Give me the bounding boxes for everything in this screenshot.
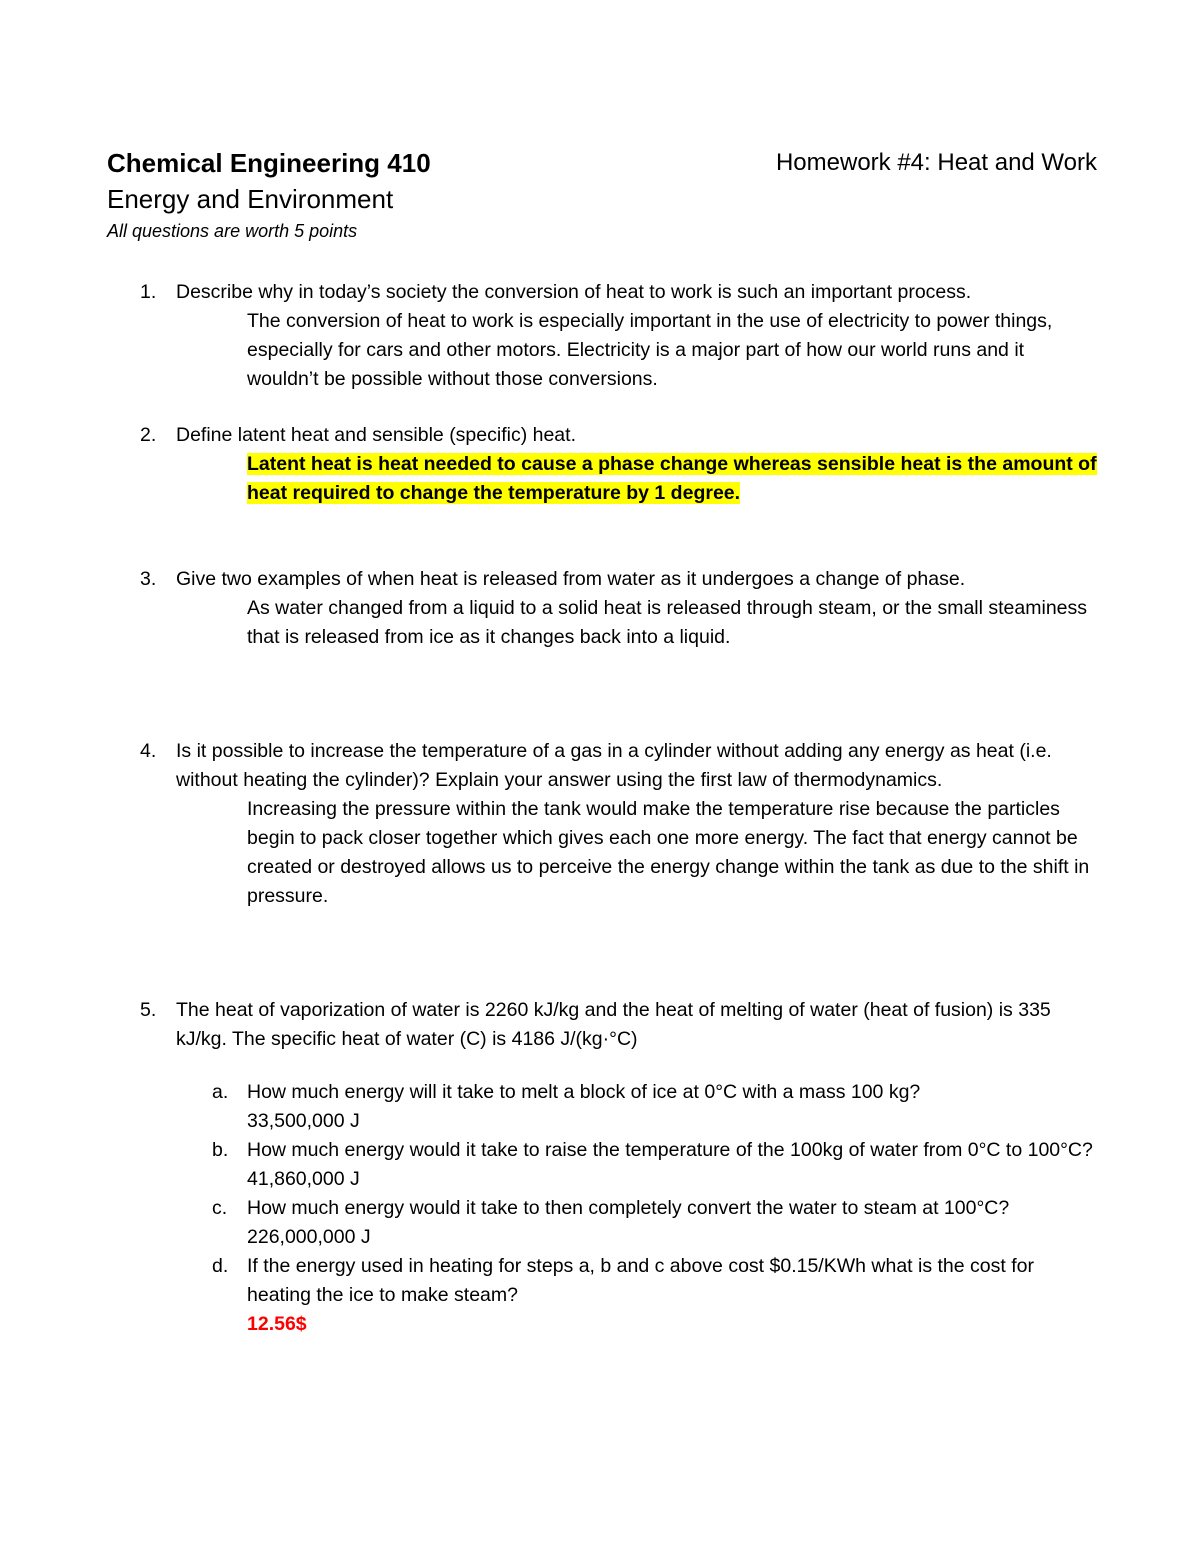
question-5	[140, 996, 1100, 1339]
subquestion-label: b.	[212, 1139, 229, 1161]
question-3	[140, 565, 1100, 652]
question-text: Define latent heat and sensible (specific) heat.	[176, 424, 576, 446]
highlighted-answer: Latent heat is heat needed to cause a phase change whereas sensible heat is the amount of heat required to change the temperature by 1 degree.	[247, 453, 1097, 504]
subquestion-d	[212, 1252, 1100, 1339]
answer-text	[247, 450, 1100, 508]
question-1	[140, 278, 1100, 394]
question-number: 5.	[140, 999, 157, 1021]
question-text: Give two examples of when heat is released from water as it undergoes a change of phase.	[176, 568, 966, 590]
question-2	[140, 421, 1100, 508]
answer-text: Increasing the pressure within the tank would make the temperature rise because the particles begin to pack closer together which gives each one more energy. The fact that energy cannot be created or destroyed allows us to perceive the energy change within the tank as due to the shift in pressure.	[247, 798, 1090, 907]
subquestion-text: How much energy would it take to raise the temperature of the 100kg of water from 0°C to 100°C?	[247, 1139, 1093, 1161]
question-text: Describe why in today’s society the conversion of heat to work is such an important process.	[176, 281, 972, 303]
question-number: 3.	[140, 568, 157, 590]
subquestion-label: d.	[212, 1255, 229, 1277]
question-number: 4.	[140, 740, 157, 762]
subquestion-a	[212, 1078, 1100, 1136]
question-text: The heat of vaporization of water is 2260 kJ/kg and the heat of melting of water (heat of fusion) is 335 kJ/kg. The specific heat of water (C) is 4186 J/(kg·°C)	[176, 999, 1051, 1050]
subquestion-b	[212, 1136, 1100, 1194]
final-answer: 12.56$	[247, 1313, 307, 1335]
document-header	[107, 146, 1097, 244]
subquestion-answer: 41,860,000 J	[247, 1168, 360, 1190]
subquestion-label: c.	[212, 1197, 228, 1219]
subquestion-answer: 33,500,000 J	[247, 1110, 360, 1132]
homework-title: Homework #4: Heat and Work	[775, 149, 1097, 176]
question-text: Is it possible to increase the temperature of a gas in a cylinder without adding any energy as heat (i.e. without heating the cylinder)? Explain your answer using the first law of thermodynamics.	[176, 740, 1052, 791]
points-note: All questions are worth 5 points	[107, 221, 358, 241]
answer-text: The conversion of heat to work is especially important in the use of electricity to power things, especially for cars and other motors. Electricity is a major part of how our world runs and it wouldn’t be possible without those conversions.	[247, 310, 1053, 390]
subquestion-text: If the energy used in heating for steps a, b and c above cost $0.15/KWh what is the cost for heating the ice to make steam?	[247, 1255, 1034, 1306]
subquestion-text: How much energy will it take to melt a block of ice at 0°C with a mass 100 kg?	[247, 1081, 921, 1103]
course-subtitle: Energy and Environment	[107, 184, 394, 214]
subquestion-c	[212, 1194, 1100, 1252]
subquestion-answer: 226,000,000 J	[247, 1226, 371, 1248]
course-title: Chemical Engineering 410	[107, 148, 431, 178]
subquestion-text: How much energy would it take to then completely convert the water to steam at 100°C?	[247, 1197, 1010, 1219]
question-number: 2.	[140, 424, 157, 446]
answer-text: As water changed from a liquid to a solid heat is released through steam, or the small steaminess that is released from ice as it changes back into a liquid.	[247, 597, 1088, 648]
question-4	[140, 737, 1100, 911]
subquestion-label: a.	[212, 1081, 229, 1103]
question-number: 1.	[140, 281, 157, 303]
